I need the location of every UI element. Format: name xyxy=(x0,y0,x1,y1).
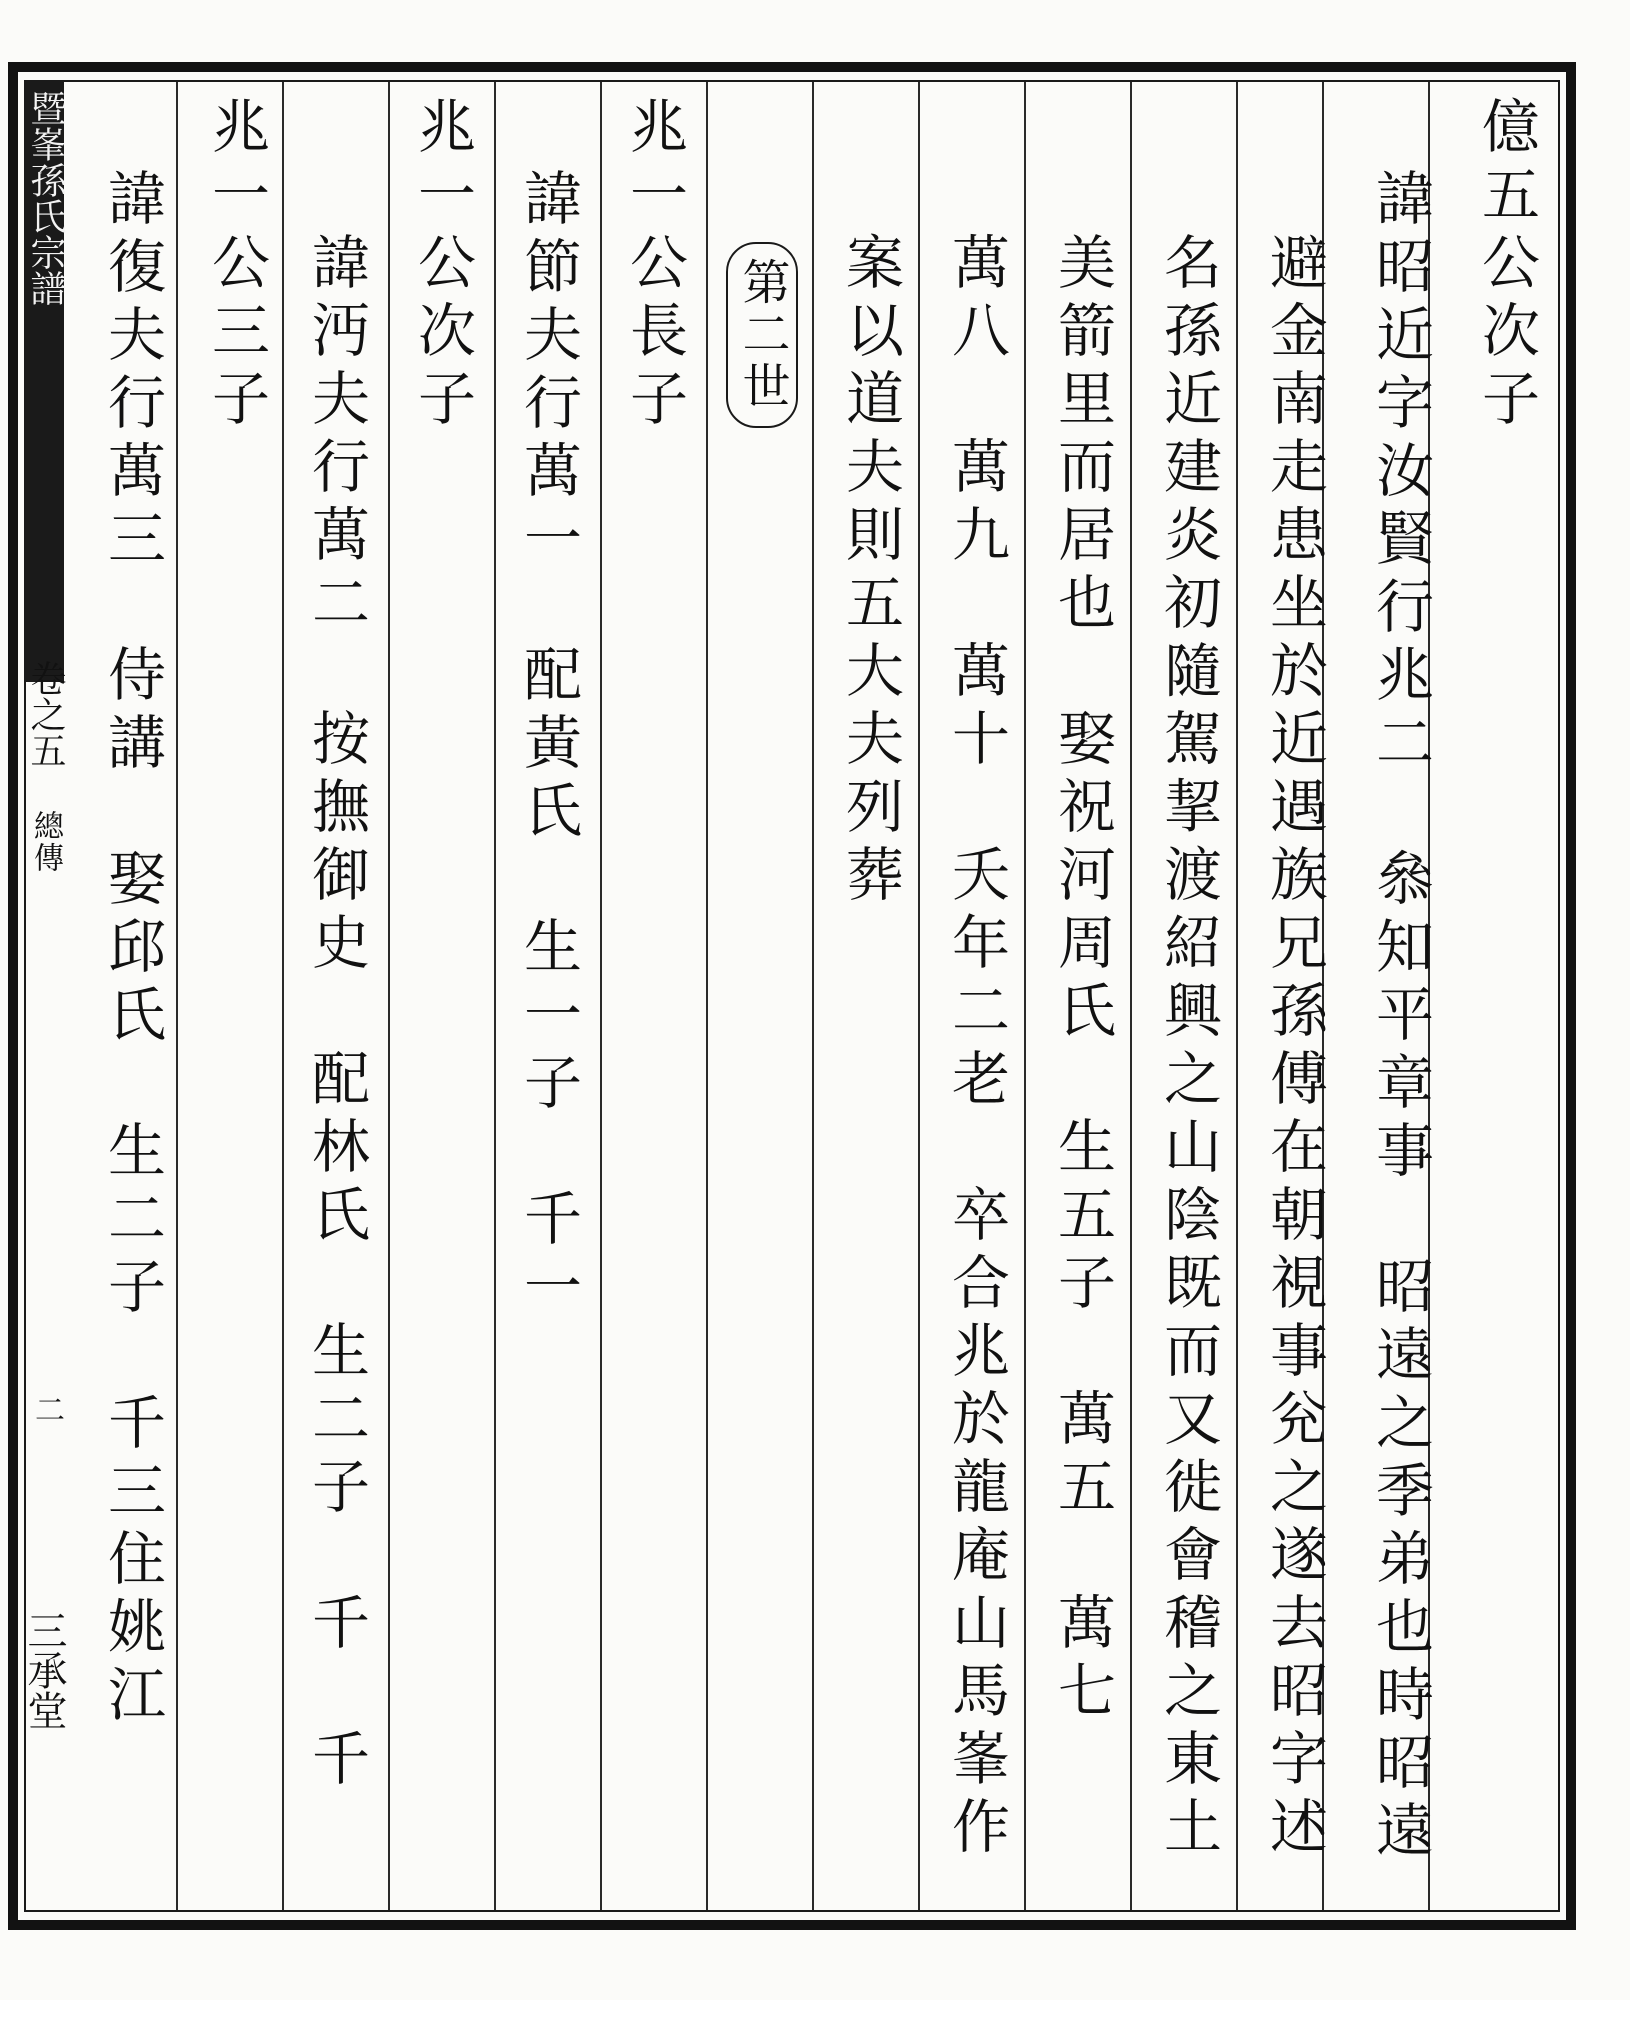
column-rule xyxy=(282,82,284,1910)
text-column-8: 兆一公長子 xyxy=(620,96,688,436)
leaf-number: 二 xyxy=(29,1394,64,1424)
column-rule xyxy=(706,82,708,1910)
text-column-7: 案以道夫則五大夫列葬 xyxy=(836,232,904,912)
column-rule xyxy=(1236,82,1238,1910)
column-rule xyxy=(494,82,496,1910)
spine-volume: 卷之五 xyxy=(25,660,66,768)
text-column-2: 諱昭近字汝賢行兆二 叅知平章事 昭遠之季弟也時昭遠 xyxy=(1366,168,1434,1868)
column-rule xyxy=(812,82,814,1910)
text-column-4: 名孫近建炎初隨駕挈渡紹興之山陰既而又徙會稽之東土 xyxy=(1154,232,1222,1864)
text-column-6: 萬八 萬九 萬十 夭年二老 卒合兆於龍庵山馬峯作 xyxy=(942,232,1010,1864)
text-column-9: 諱節夫行萬一 配黃氏 生一子 千一 xyxy=(514,168,582,1324)
generation-badge: 第二世 xyxy=(726,242,798,428)
text-column-12: 兆一公三子 xyxy=(202,96,270,436)
column-rule xyxy=(1024,82,1026,1910)
column-rule xyxy=(600,82,602,1910)
spine-title: 暨峯孫氏宗譜 xyxy=(25,90,66,306)
text-column-10: 兆一公次子 xyxy=(408,96,476,436)
column-rule xyxy=(1130,82,1132,1910)
text-column-3: 避金南走患坐於近遇族兄孫傅在朝視事兊之遂去昭字述 xyxy=(1260,232,1328,1864)
text-column-5: 美箭里而居也 娶祝河周氏 生五子 萬五 萬七 xyxy=(1048,232,1116,1728)
column-rule xyxy=(918,82,920,1910)
spine-hall-name: 三承堂 xyxy=(21,1610,67,1730)
text-column-1: 億五公次子 xyxy=(1472,96,1540,436)
text-column-13: 諱復夫行萬三 侍講 娶邱氏 生二子 千三住姚江 xyxy=(98,168,166,1732)
column-rule xyxy=(388,82,390,1910)
spine-section: 總傳 xyxy=(28,810,63,874)
column-rule xyxy=(176,82,178,1910)
text-column-11: 諱沔夫行萬二 按撫御史 配林氏 生二子 千 千 xyxy=(302,232,370,1796)
